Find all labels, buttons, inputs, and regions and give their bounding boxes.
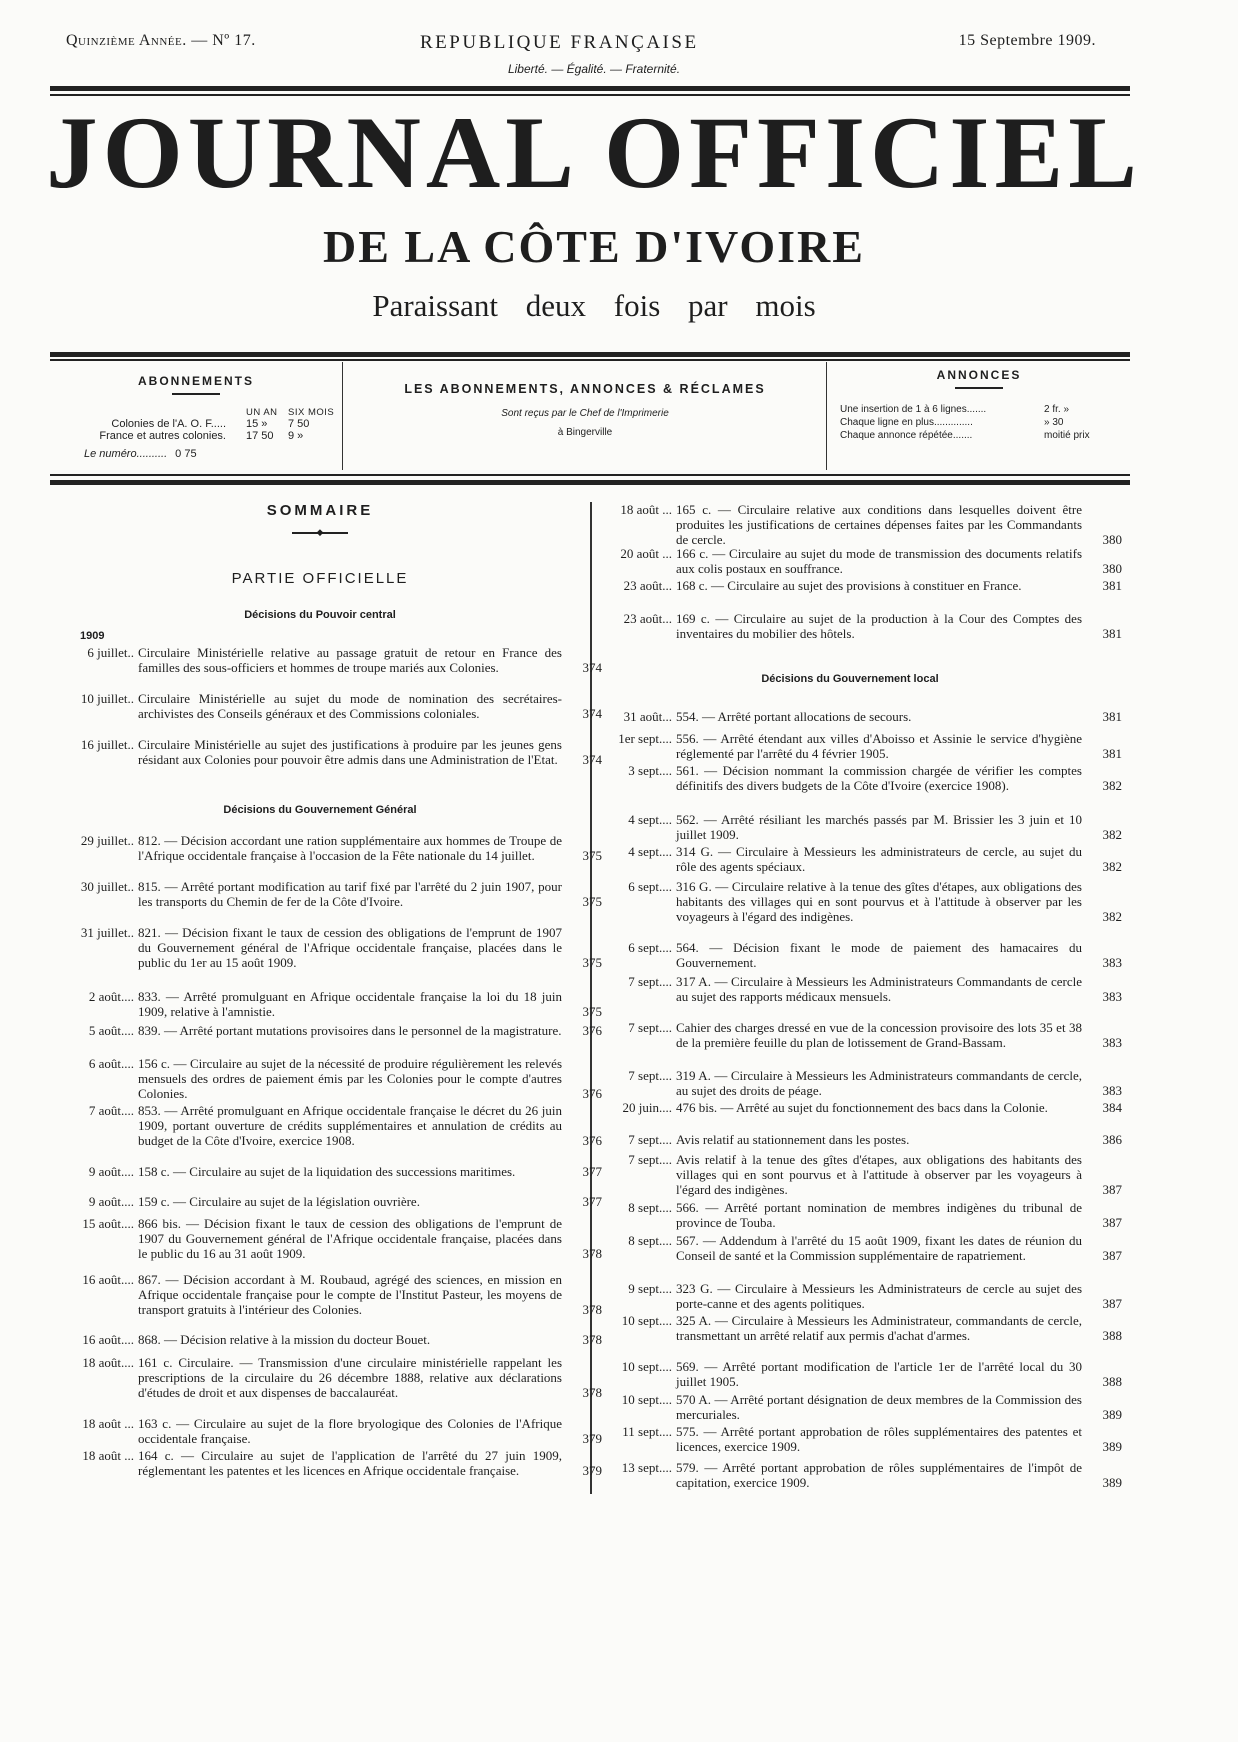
toc-entry-date: 3 sept.... [628,763,672,778]
toc-entry-page: 382 [1102,858,1122,874]
toc-entry-text: 165 c. — Circulaire relative aux conditions dans lesquelles doivent être produites les justifications de certaines dépenses faites par les Commandants de cercle. [676,502,1082,547]
toc-entry-page: 383 [1102,954,1122,970]
announcement-row: Chaque annonce répétée....... moitié prix [840,430,1090,441]
motto: Liberté. — Égalité. — Fraternité. [507,62,681,76]
toc-entry-text: 316 G. — Circulaire relative à la tenue des gîtes d'étapes, aux obligations des habitants des villages qui en sont pourvus et à l'attitude à observer par les voyageurs à l'égard des indigènes. [676,879,1082,924]
toc-entry-date: 7 sept.... [628,1152,672,1167]
toc-entry [50,1165,602,1180]
toc-entry [594,1101,1122,1116]
toc-entry [50,1417,602,1447]
toc-entry-date: 9 août.... [88,1194,134,1209]
toc-entry-text: 161 c. Circulaire. — Transmission d'une circulaire ministérielle rappelant les prescriptions de la circulaire du 26 décembre 1888, relative aux déclarations d'études de droit et aux dispenses de baccalauréat. [138,1355,562,1400]
toc-entry-text: Circulaire Ministérielle relative au passage gratuit de retour en France des familles des sous-officiers et hommes de troupe mariés aux Colonies. [138,645,562,675]
toc-entry-date: 2 août.... [88,989,134,1004]
box-rule-bottom [50,480,1130,485]
toc-entry-date: 6 sept.... [628,879,672,894]
toc-entry [50,1057,602,1101]
toc-entry-text: 163 c. — Circulaire au sujet de la flore bryologique des Colonies de l'Afrique occidentale française. [138,1416,562,1446]
toc-entry-text: 567. — Addendum à l'arrêté du 15 août 1909, fixant les dates de réunion du Conseil de santé et la Commission supplémentaire de rapatriement. [676,1233,1082,1263]
toc-entry-page: 378 [582,1384,602,1400]
toc-entry-text: 867. — Décision accordant à M. Roubaud, agrégé des sciences, en mission en Afrique occidentale française pour le compte de l'Institut Pasteur, les moyens de transport gratuits à l'intérieur des Colonies. [138,1272,562,1317]
toc-entry-date: 16 août.... [82,1332,134,1347]
announcement-row: Une insertion de 1 à 6 lignes....... 2 fr. » [840,404,1070,415]
toc-entry [50,1356,602,1400]
toc-entry-text: 158 c. — Circulaire au sujet de la liquidation des successions maritimes. [138,1164,516,1179]
toc-entry-date: 31 juillet.. [80,925,134,940]
toc-entry [594,547,1122,577]
toc-entry-date: 4 sept.... [628,812,672,827]
toc-entry [594,612,1122,642]
toc-entry [50,834,602,864]
toc-entry-page: 382 [1102,826,1122,842]
toc-entry [594,732,1122,762]
toc-entry-date: 7 sept.... [628,1132,672,1147]
box-rule-top [50,352,1130,357]
middle-box-heading: LES ABONNEMENTS, ANNONCES & RÉCLAMES [404,382,766,396]
toc-entry-text: 159 c. — Circulaire au sujet de la législation ouvrière. [138,1194,420,1209]
toc-entry-date: 7 sept.... [628,1068,672,1083]
toc-entry-page: 376 [582,1085,602,1101]
subscriptions-box [50,362,343,470]
periodicity: Paraissant deux fois par mois [372,288,816,323]
toc-entry-page: 379 [582,1462,602,1478]
toc-entry-date: 13 sept.... [621,1460,672,1475]
toc-entry-page: 387 [1102,1181,1122,1197]
toc-entry-date: 10 sept.... [621,1392,672,1407]
toc-entry-text: 575. — Arrêté portant approbation de rôles supplémentaires des patentes et licences, exercice 1909. [676,1424,1082,1454]
toc-entry [594,1234,1122,1264]
toc-entry-page: 375 [582,954,602,970]
toc-entry-page: 380 [1102,531,1122,547]
toc-entry-page: 387 [1102,1214,1122,1230]
col-six-heading: SIX MOIS [288,407,335,418]
journal-title: JOURNAL OFFICIEL [46,96,1142,210]
toc-entry-date: 6 sept.... [628,940,672,955]
toc-entry-text: 166 c. — Circulaire au sujet du mode de transmission des documents relatifs aux colis postaux en souffrance. [676,546,1082,576]
toc-entry [594,1314,1122,1344]
issue-number: Quinzième Année. — Nº 17. [66,32,256,49]
toc-entry [594,1201,1122,1231]
toc-entry [594,1360,1122,1390]
toc-entry-page: 374 [582,751,602,767]
toc-entry-page: 380 [1102,560,1122,576]
toc-entry-text: 319 A. — Circulaire à Messieurs les Administrateurs commandants de cercle, au sujet des droits de péage. [676,1068,1082,1098]
toc-entry-text: 564. — Décision fixant le mode de paiement des hamacaires du Gouvernement. [676,940,1082,970]
toc-entry-text: Avis relatif à la tenue des gîtes d'étapes, aux obligations des habitants des villages qui en sont pourvus et à l'attitude à observer par les voyageurs à l'égard des indigènes. [676,1152,1082,1197]
toc-entry-date: 20 août ... [620,546,672,561]
toc-entry-date: 31 août... [623,709,672,724]
toc-entry-date: 7 août.... [88,1103,134,1118]
journal-subtitle: DE LA CÔTE D'IVOIRE [323,221,865,272]
toc-entry [594,1133,1122,1148]
toc-entry [50,1195,602,1210]
toc-entry-date: 1er sept.... [618,731,672,746]
toc-entry [50,1024,602,1039]
box-rule-bottom-thin [50,474,1130,476]
toc-entry-page: 375 [582,847,602,863]
toc-entry-date: 16 juillet.. [80,737,134,752]
toc-entry-text: 556. — Arrêté étendant aux villes d'Aboisso et Assinie le service d'hygiène réglementé par l'arrêté du 4 février 1905. [676,731,1082,761]
subscription-row: France et autres colonies. 17 50 9 » [99,430,304,442]
toc-entry-page: 376 [582,1132,602,1148]
toc-entry-date: 30 juillet.. [80,879,134,894]
toc-entry-text: 323 G. — Circulaire à Messieurs les Administrateurs de cercle au sujet des porte-canne et des agents politiques. [676,1281,1082,1311]
toc-entry-date: 18 août ... [620,502,672,517]
toc-entry-text: 156 c. — Circulaire au sujet de la nécessité de produire régulièrement les relevés mensuels des ordres de paiement émis par les Colonies pour le compte d'autres Colonies. [138,1056,562,1101]
toc-entry-date: 15 août.... [82,1216,134,1231]
toc-entry-text: 839. — Arrêté portant mutations provisoires dans le personnel de la magistrature. [138,1023,562,1038]
toc-entry-page: 377 [582,1164,602,1179]
subscription-row: Colonies de l'A. O. F..... 15 » 7 50 [111,418,310,430]
toc-entry-page: 387 [1102,1295,1122,1311]
announcement-row: Chaque ligne en plus.............. » 30 [840,417,1064,428]
toc-entry-text: 561. — Décision nommant la commission chargée de vérifier les comptes définitifs des divers budgets de la Côte d'Ivoire (exercice 1908). [676,763,1082,793]
year-label: 1909 [80,630,105,642]
toc-entry-page: 375 [582,893,602,909]
toc-entry [594,503,1122,547]
toc-entry-text: 853. — Arrêté promulguant en Afrique occidentale française le décret du 26 juin 1909, portant ouverture de crédits supplémentaires et annulation de crédits au budget de la Côte d'Ivoire, exercice 1908. [138,1103,562,1148]
section-pouvoir-central: Décisions du Pouvoir central [244,609,396,621]
toc-entry-text: 317 A. — Circulaire à Messieurs les Administrateurs Commandants de cercle au sujet des rapports médicaux mensuels. [676,974,1082,1004]
toc-entry-text: 833. — Arrêté promulguant en Afrique occidentale française la loi du 18 juin 1909, relative à l'amnistie. [138,989,562,1019]
toc-entry [50,646,602,676]
toc-entry-page: 383 [1102,1034,1122,1050]
toc-entry-page: 378 [582,1301,602,1317]
toc-entry [50,880,602,910]
toc-entry-text: Cahier des charges dressé en vue de la concession provisoire des lots 35 et 38 de la première feuille du plan de lotissement de Grand-Bassam. [676,1020,1082,1050]
toc-entry-page: 381 [1102,745,1122,761]
toc-entry-date: 18 août ... [82,1448,134,1463]
toc-entry-date: 10 juillet.. [80,691,134,706]
toc-entry [50,1449,602,1479]
toc-entry-page: 389 [1102,1438,1122,1454]
toc-entry-page: 387 [1102,1247,1122,1263]
toc-entry [594,1461,1122,1491]
toc-entry-text: 562. — Arrêté résiliant les marchés passés par M. Brissier les 3 juin et 10 juillet 1909. [676,812,1082,842]
toc-entry-date: 7 sept.... [628,974,672,989]
toc-entry-page: 386 [1102,1132,1122,1147]
toc-entry-date: 4 sept.... [628,844,672,859]
toc-entry-page: 376 [582,1023,602,1038]
toc-entry-page: 378 [582,1332,602,1347]
issue-date: 15 Septembre 1909. [958,32,1096,49]
toc-entry [50,692,602,722]
toc-entry [594,1393,1122,1423]
toc-entry [594,764,1122,794]
toc-entry [50,1217,602,1261]
toc-entry-date: 20 juin.... [622,1100,672,1115]
toc-entry-text: 821. — Décision fixant le taux de cession des obligations de l'emprunt de 1907 du Gouvernement général de l'Afrique occidentale française, placées dans le public du 1er au 15 août 1909. [138,925,562,970]
toc-entry-date: 11 sept.... [622,1424,672,1439]
toc-entry-date: 8 sept.... [628,1233,672,1248]
toc-entry [594,1282,1122,1312]
box-rule-top-thin [50,359,1130,361]
toc-entry [50,926,602,970]
toc-entry-page: 388 [1102,1373,1122,1389]
announcements-box [828,362,1130,470]
toc-entry-page: 383 [1102,1082,1122,1098]
toc-entry-text: 815. — Arrêté portant modification au tarif fixé par l'arrêté du 2 juin 1907, pour les transports du Chemin de fer de la Côte d'Ivoire. [138,879,562,909]
toc-entry-date: 9 sept.... [628,1281,672,1296]
toc-entry-date: 5 août.... [88,1023,134,1038]
toc-entry-date: 10 sept.... [621,1359,672,1374]
toc-entry [594,710,1122,725]
middle-box-line1: Sont reçus par le Chef de l'Imprimerie [501,408,669,419]
toc-entry-page: 389 [1102,1474,1122,1490]
middle-box-line2: à Bingerville [557,427,613,438]
toc-entry-date: 8 sept.... [628,1200,672,1215]
toc-entry-page: 375 [582,1003,602,1019]
toc-entry [50,990,602,1020]
toc-entry [594,1425,1122,1455]
toc-entry-page: 382 [1102,908,1122,924]
toc-entry-date: 16 août.... [82,1272,134,1287]
toc-entry-page: 377 [582,1194,602,1209]
toc-entry-page: 384 [1102,1100,1122,1115]
ornament-diamond-icon: ◆ [316,527,324,537]
toc-entry-text: 554. — Arrêté portant allocations de secours. [676,709,912,724]
toc-entry-page: 389 [1102,1406,1122,1422]
toc-entry-date: 18 août.... [82,1355,134,1370]
single-issue-price: Le numéro.......... 0 75 [84,448,197,460]
col-year-heading: UN AN [246,407,278,418]
toc-entry-text: 169 c. — Circulaire au sujet de la production à la Cour des Comptes des inventaires du mobilier des hôtels. [676,611,1082,641]
toc-entry [594,845,1122,875]
section-gouvernement-local: Décisions du Gouvernement local [761,673,939,685]
toc-entry [594,579,1122,594]
toc-entry-page: 383 [1102,988,1122,1004]
sommaire-heading: SOMMAIRE [266,502,374,519]
toc-entry-page: 378 [582,1245,602,1261]
toc-entry [50,738,602,768]
toc-entry-text: 314 G. — Circulaire à Messieurs les administrateurs de cercle, au sujet du rôle des agents spéciaux. [676,844,1082,874]
toc-entry-page: 381 [1102,709,1122,724]
toc-entry-page: 382 [1102,777,1122,793]
subscriptions-heading: ABONNEMENTS [137,374,254,388]
toc-entry [50,1333,602,1348]
toc-entry [594,1069,1122,1099]
toc-entry-text: 168 c. — Circulaire au sujet des provisions à constituer en France. [676,578,1022,593]
toc-entry-text: 164 c. — Circulaire au sujet de l'application de l'arrêté du 27 juin 1909, réglementant les patentes et les licences en Afrique occidentale française. [138,1448,562,1478]
toc-entry-page: 381 [1102,625,1122,641]
heading-underbar [955,387,1003,389]
toc-entry-date: 23 août... [623,578,672,593]
toc-entry-text: 569. — Arrêté portant modification de l'article 1er de l'arrêté local du 30 juillet 1905. [676,1359,1082,1389]
toc-entry [594,975,1122,1005]
toc-entry [594,813,1122,843]
heading-underbar [172,393,220,395]
masthead-rule-top [50,86,1130,91]
toc-entry-text: Avis relatif au stationnement dans les postes. [676,1132,910,1147]
toc-entry-text: Circulaire Ministérielle au sujet des justifications à produire par les jeunes gens résidant aux Colonies pour pouvoir être admis dans une Administration de l'Etat. [138,737,562,767]
toc-entry-date: 6 juillet.. [87,645,134,660]
toc-entry-date: 23 août... [623,611,672,626]
toc-entry-text: Circulaire Ministérielle au sujet du mode de nomination des secrétaires-archivistes des Conseils généraux et des Commissions coloniales. [138,691,562,721]
toc-entry-text: 476 bis. — Arrêté au sujet du fonctionnement des bacs dans la Colonie. [676,1100,1048,1115]
toc-entry [594,880,1122,924]
part-heading: PARTIE OFFICIELLE [231,570,409,587]
toc-entry-text: 570 A. — Arrêté portant désignation de deux membres de la Commission des mercuriales. [676,1392,1082,1422]
toc-entry-text: 868. — Décision relative à la mission du docteur Bouet. [138,1332,431,1347]
subscriptions-info-box [344,362,827,470]
toc-entry-date: 6 août.... [88,1056,134,1071]
toc-entry-date: 9 août.... [88,1164,134,1179]
toc-entry-date: 29 juillet.. [80,833,134,848]
announcements-heading: ANNONCES [936,368,1022,382]
section-gouvernement-general: Décisions du Gouvernement Général [223,804,417,816]
toc-entry-text: 579. — Arrêté portant approbation de rôles supplémentaires de l'impôt de capitation, exercice 1909. [676,1460,1082,1490]
toc-entry-page: 381 [1102,578,1122,593]
toc-entry-date: 10 sept.... [621,1313,672,1328]
toc-entry-text: 566. — Arrêté portant nomination de membres indigènes du tribunal de province de Touba. [676,1200,1082,1230]
toc-entry [50,1273,602,1317]
toc-entry [594,1153,1122,1197]
toc-entry-page: 374 [582,705,602,721]
toc-entry [50,1104,602,1148]
toc-entry-date: 18 août ... [82,1416,134,1431]
toc-entry [594,1021,1122,1051]
toc-entry-text: 866 bis. — Décision fixant le taux de cession des obligations de l'emprunt de 1907 du Gouvernement général de l'Afrique occidentale française, placées dans le public du 16 au 31 août 1909. [138,1216,562,1261]
toc-entry-date: 7 sept.... [628,1020,672,1035]
toc-entry-page: 388 [1102,1327,1122,1343]
republic-heading: REPUBLIQUE FRANÇAISE [420,32,699,53]
toc-entry-text: 325 A. — Circulaire à Messieurs les Administrateur, commandants de cercle, transmettant un arrêté relatif aux permis d'achat d'armes. [676,1313,1082,1343]
toc-entry-page: 379 [582,1430,602,1446]
toc-entry-page: 374 [582,659,602,675]
toc-entry-text: 812. — Décision accordant une ration supplémentaire aux hommes de Troupe de l'Afrique occidentale française à l'occasion de la Fête nationale du 14 juillet. [138,833,562,863]
toc-entry [594,941,1122,971]
